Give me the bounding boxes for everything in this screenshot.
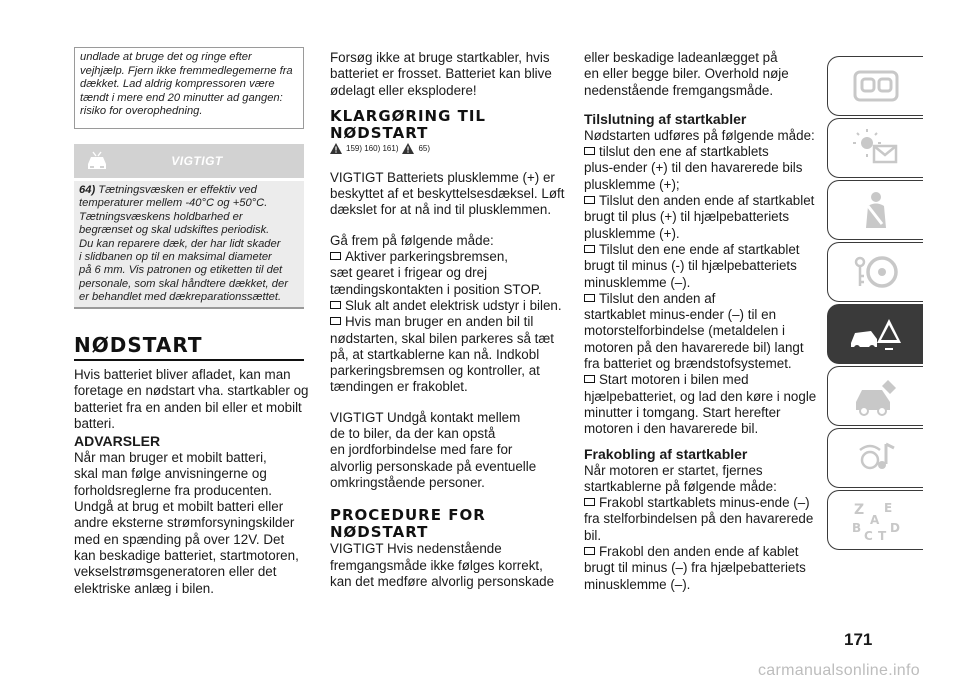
checkbox-bullet-icon <box>584 375 595 383</box>
paragraph-line: Når motoren er startet, fjernes <box>584 462 763 478</box>
page-number: 171 <box>844 630 873 649</box>
paragraph-line: dækslet for at nå ind til plusklemmen. <box>330 202 552 218</box>
note-box <box>74 47 304 129</box>
list-item-line: bil. <box>584 527 602 543</box>
section-heading: PROCEDURE FOR <box>330 506 486 525</box>
column-3 <box>584 50 817 593</box>
list-item-line: brugt til minus (-) til hjælpebatteriets <box>584 258 797 274</box>
checkbox-bullet-icon <box>584 294 595 302</box>
subheading: Frakobling af startkabler <box>584 445 748 462</box>
list-item: Frakobl startkablets minus-ende (–) <box>584 495 814 511</box>
vigtigt-line: Tætningsvæskens holdbarhed er <box>79 210 243 223</box>
list-item-line: plusklemme (+); <box>584 176 680 192</box>
tab-multimedia[interactable] <box>827 428 923 488</box>
list-item-line: minusklemme (–). <box>584 274 691 290</box>
list-item: Sluk alt andet elektrisk udstyr i bilen. <box>330 298 558 314</box>
paragraph-line: kan beskadige batteriet, startmotoren, <box>74 547 299 563</box>
list-item: Tilslut den anden af <box>584 291 814 307</box>
list-item: Tilslut den anden ende af startkablet <box>584 193 814 209</box>
list-item: Frakobl den anden ende af kablet <box>584 544 814 560</box>
list-item-line: fra stelforbindelsen på den havarerede <box>584 511 814 527</box>
list-item-line: brugt til minus (–) fra hjælpebatteriets <box>584 560 806 576</box>
paragraph-line: VIGTIGT Undgå kontakt mellem <box>330 409 521 425</box>
checkbox-bullet-icon <box>584 245 595 253</box>
paragraph-line: Når man bruger et mobilt batteri, <box>74 450 267 466</box>
paragraph-line: elektriske anlæg i bilen. <box>74 580 214 596</box>
paragraph-line: eller beskadige ladeanlægget på <box>584 50 778 65</box>
list-item: tilslut den ene af startkablets <box>584 144 814 160</box>
paragraph-line: Hvis batteriet bliver afladet, kan man <box>74 367 291 382</box>
vigtigt-body <box>74 181 304 309</box>
section-heading: NØDSTART <box>330 523 429 542</box>
vigtigt-line: i slidbanen op til en maksimal diameter <box>79 251 272 264</box>
emergency-car-icon <box>849 313 903 355</box>
checkbox-bullet-icon <box>584 498 595 506</box>
vigtigt-line: temperaturer mellem -40°C og +50°C. <box>79 197 268 210</box>
paragraph-line: forholdsreglerne fra producenten. <box>74 482 273 498</box>
vigtigt-line: begrænset og skal udskiftes periodisk. <box>79 224 270 237</box>
tab-safety[interactable] <box>827 180 923 240</box>
watermark: carmanualsonline.info <box>758 662 920 679</box>
index-letter: T <box>877 529 886 542</box>
tab-maintenance[interactable] <box>827 366 923 426</box>
list-item-line: plus-ender (+) til den havarerede bils <box>584 160 803 176</box>
warning-triangle-icon <box>402 143 414 154</box>
paragraph-line: Gå frem på følgende måde: <box>330 232 494 248</box>
multimedia-icon <box>852 438 900 478</box>
index-letter: C <box>863 529 873 542</box>
paragraph-line: de to biler, da der kan opstå <box>330 426 496 442</box>
index-letter: Z <box>853 502 864 518</box>
paragraph-line: fremgangsmåde ikke følges korrekt, <box>330 557 543 573</box>
reference-numbers: 65) <box>418 143 431 153</box>
list-item: Aktiver parkeringsbremsen, <box>330 249 558 265</box>
list-item-line: nødstarten, skal bilen parkeres så tæt <box>330 330 555 346</box>
list-item-line: motorstelforbindelse (metaldelen i <box>584 323 785 339</box>
checkbox-bullet-icon <box>330 317 341 325</box>
tab-warning-lights[interactable] <box>827 118 923 178</box>
warning-lights-icon <box>852 128 900 168</box>
paragraph-line: Undgå at brug et mobilt batteri eller <box>74 499 284 515</box>
paragraph-line: en eller begge biler. Overhold nøje <box>584 66 789 82</box>
vigtigt-ref: 64) <box>79 184 96 196</box>
section-heading: KLARGØRING TIL <box>330 106 486 125</box>
list-item-line: startkablet minus-ender (–) til en <box>584 307 777 323</box>
advarsler-title: ADVARSLER <box>74 433 161 450</box>
list-item-line: minusklemme (–). <box>584 576 691 592</box>
section-heading: NØDSTART <box>74 333 304 361</box>
list-item-line: sæt gearet i frigear og drej <box>330 265 488 281</box>
section-heading: NØDSTART <box>330 123 429 142</box>
list-item-line: fra batteriet og brændstofsystemet. <box>584 356 792 372</box>
safety-seat-icon <box>852 190 900 230</box>
chapter-tabs <box>827 56 923 552</box>
paragraph-line: batteriet er frosset. Batteriet kan blive <box>330 66 552 82</box>
paragraph-line: batteriet fra en anden bil eller et mobilt <box>74 399 302 415</box>
list-item-line: på, at startkablerne kan nå. Indkobl <box>330 346 540 362</box>
index-letter: E <box>883 501 892 515</box>
list-item-line: minutter i tomgang. Start herefter <box>584 404 781 420</box>
note-line: vejhjælp. Fjern ikke fremmedlegemerne fra <box>80 64 293 77</box>
dashboard-icon <box>852 66 900 106</box>
paragraph-line: Forsøg ikke at bruge startkabler, hvis <box>330 50 550 65</box>
paragraph-line: skal man følge anvisningerne og <box>74 466 267 482</box>
note-line: risiko for overophedning. <box>80 105 203 118</box>
reference-row <box>330 142 558 156</box>
list-item-line: hjælpebatteriet, og lad den køre i nogle <box>584 388 817 404</box>
subheading: Tilslutning af startkabler <box>584 110 747 127</box>
checkbox-bullet-icon <box>584 547 595 555</box>
vigtigt-line: på 6 mm. Vis patronen og etiketten til det <box>79 264 283 277</box>
maintenance-icon <box>852 376 900 416</box>
paragraph-line: nedenstående fremgangsmåde. <box>584 82 774 98</box>
vigtigt-line: Du kan reparere dæk, der har lidt skader <box>79 237 281 250</box>
list-item: Start motoren i bilen med <box>584 372 814 388</box>
paragraph-line: andre eksterne strømforsyningskilder <box>74 515 295 531</box>
list-item-line: brugt til plus (+) til hjælpebatteriets <box>584 209 790 225</box>
checkbox-bullet-icon <box>584 147 595 155</box>
list-item-line: tændingen er frakoblet. <box>330 379 468 395</box>
tab-driving[interactable] <box>827 242 923 302</box>
checkbox-bullet-icon <box>584 196 595 204</box>
list-item-line: motoren på den havarerede bil) langt <box>584 339 804 355</box>
paragraph-line: startkablerne på følgende måde: <box>584 478 777 494</box>
paragraph-line: foretage en nødstart vha. startkabler og <box>74 383 309 399</box>
paragraph-line: alvorlig personskade på eventuelle <box>330 458 537 474</box>
paragraph-line: kan det medføre alvorlig personskade <box>330 573 555 589</box>
vigtigt-title: VIGTIGT <box>171 154 223 168</box>
index-letter: B <box>851 521 861 535</box>
list-item: Hvis man bruger en anden bil til <box>330 314 558 330</box>
paragraph-line: en jordforbindelse med fare for <box>330 442 513 458</box>
paragraph-line: ødelagt eller eksplodere! <box>330 82 477 98</box>
tab-dashboard[interactable] <box>827 56 923 116</box>
list-item-line: plusklemme (+). <box>584 225 680 241</box>
note-line: tændt i mere end 20 minutter ad gangen: <box>80 91 283 104</box>
vigtigt-line: personale, som skal håndtere dækket, der <box>79 277 288 290</box>
paragraph-line: beskyttet af et beskyttelsesdæksel. Løft <box>330 186 565 202</box>
column-1 <box>74 333 309 597</box>
paragraph-line: med en spænding på over 12V. Det <box>74 531 285 547</box>
vigtigt-line: Tætningsvæsken er effektiv ved <box>98 184 257 196</box>
list-item-line: parkeringsbremsen og kontroller, at <box>330 363 540 379</box>
paragraph-line: Nødstarten udføres på følgende måde: <box>584 127 815 143</box>
note-line: undlade at bruge det og ringe efter <box>80 51 252 63</box>
index-letter: D <box>889 521 900 535</box>
vigtigt-banner <box>74 144 304 178</box>
tab-index[interactable] <box>827 490 923 550</box>
index-icon <box>848 498 904 542</box>
steering-key-icon <box>852 252 900 292</box>
paragraph-line: vekselstrømsgeneratoren eller det <box>74 564 277 580</box>
column-2 <box>330 50 565 590</box>
car-warning-icon <box>74 150 120 172</box>
paragraph-line: batteri. <box>74 415 115 431</box>
vigtigt-line: er behandlet med dækreparationssættet. <box>79 291 282 304</box>
checkbox-bullet-icon <box>330 301 341 309</box>
paragraph-line: VIGTIGT Batteriets plusklemme (+) er <box>330 169 555 185</box>
list-item: Tilslut den ene ende af startkablet <box>584 242 814 258</box>
paragraph-line: VIGTIGT Hvis nedenstående <box>330 541 502 557</box>
warning-triangle-icon <box>330 143 342 154</box>
list-item-line: tændingskontakten i position STOP. <box>330 281 542 297</box>
index-letter: A <box>869 513 879 527</box>
note-line: dækket. Lad aldrig kompressoren være <box>80 78 275 91</box>
reference-numbers: 159) 160) 161) <box>346 143 399 153</box>
checkbox-bullet-icon <box>330 252 341 260</box>
paragraph-line: omkringstående personer. <box>330 474 485 490</box>
list-item-line: motoren i den havarerede bil. <box>584 421 759 437</box>
tab-emergency[interactable] <box>827 304 923 364</box>
